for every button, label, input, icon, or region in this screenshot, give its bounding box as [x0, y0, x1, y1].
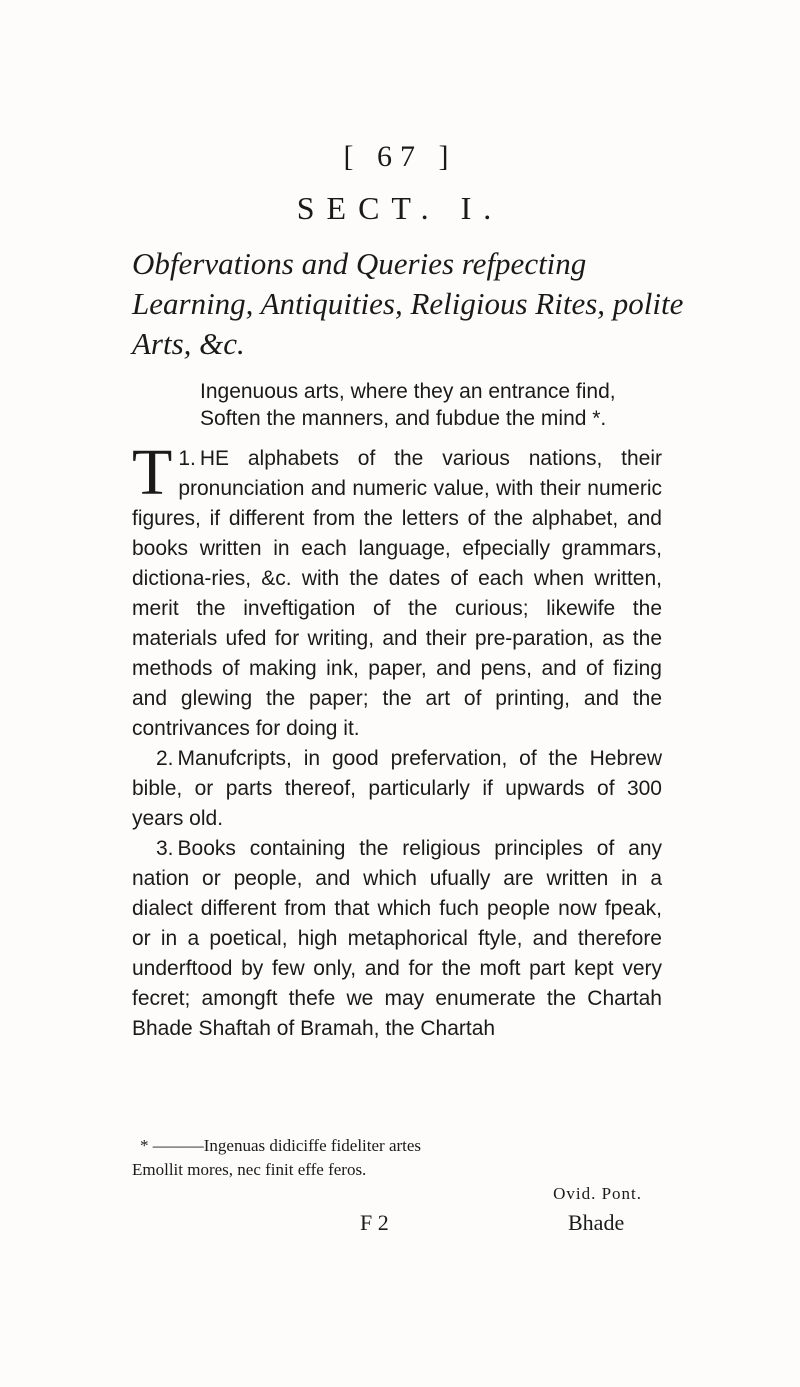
- paragraph-number: 3.: [156, 837, 174, 860]
- epigraph: [200, 378, 720, 432]
- paragraph-number: 1.: [178, 447, 196, 470]
- epigraph-line-2: Soften the manners, and fubdue the mind *.: [200, 407, 607, 430]
- footnote-attribution: Ovid. Pont.: [553, 1184, 642, 1203]
- paragraph-text: Books containing the religious principles of any nation or people, and which ufually are written in a dialect different from that which fuch people now fpeak, or in a poetical, high metaphorical ftyle, and therefore underftood by few only, and for the moft part kept very fecret; amongft thefe we may enumerate the Chartah Bhade Shaftah of Bramah, the Chartah: [132, 837, 662, 1040]
- body-text: [132, 436, 662, 1044]
- paragraph-number: 2.: [156, 747, 174, 770]
- section-title: Obfervations and Queries refpecting Learning, Antiquities, Religious Rites, polite Arts, &c.: [132, 246, 684, 361]
- epigraph-line-1: Ingenuous arts, where they an entrance find,: [200, 380, 616, 403]
- paragraph-text: Manufcripts, in good prefervation, of the Hebrew bible, or parts thereof, particularly if upwards of 300 years old.: [132, 747, 662, 830]
- paragraph-3: [132, 834, 662, 1044]
- section-heading: SECT. I.: [296, 190, 504, 226]
- printer-signature: F 2: [360, 1210, 389, 1235]
- drop-cap: T: [132, 436, 173, 509]
- footnote: [132, 1134, 662, 1206]
- paragraph-text: HE alphabets of the various nations, their pronunciation and numeric value, with their numeric figures, if different from the letters of the alphabet, and books written in each language, efpecially grammars, dictiona-ries, &c. with the dates of each when written, merit the inveftigation of the curious; likewife the materials ufed for writing, and their pre-paration, as the methods of making ink, paper, and pens, and of fizing and glewing the paper; the art of printing, and the contrivances for doing it.: [132, 447, 662, 740]
- footnote-line-1: * ———Ingenuas didiciffe fideliter artes: [140, 1136, 422, 1155]
- footnote-line-2: Emollit mores, nec finit effe feros.: [132, 1160, 367, 1179]
- paragraph-1: [132, 436, 662, 744]
- paragraph-2: [132, 744, 662, 834]
- catchword: Bhade: [568, 1210, 625, 1235]
- page-number: [ 67 ]: [343, 140, 457, 173]
